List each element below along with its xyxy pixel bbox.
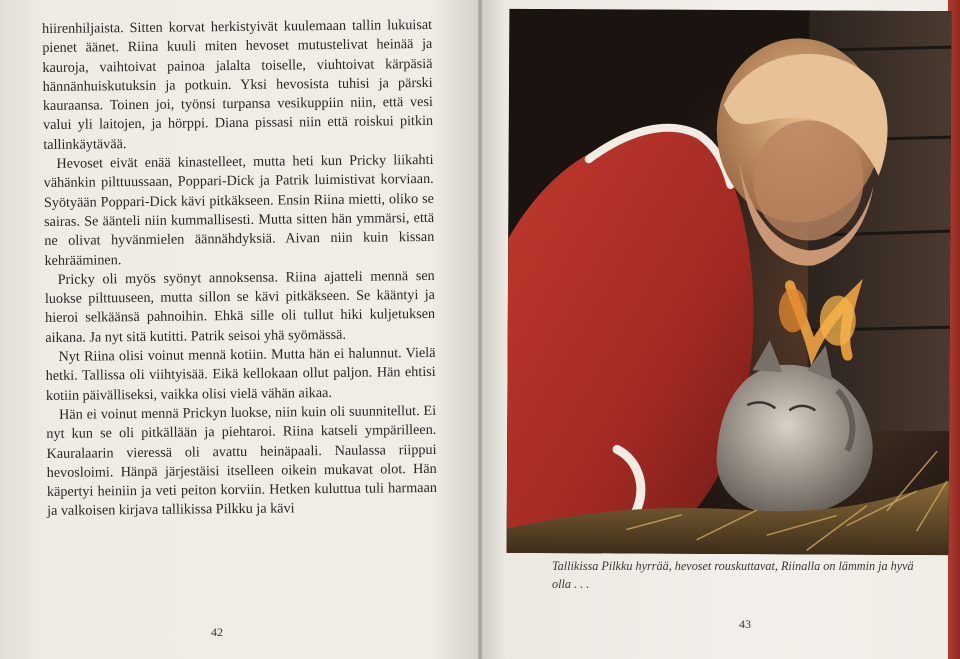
left-page [0, 0, 478, 659]
photo-caption: Tallikissa Pilkku hyrrää, hevoset rouskuttavat, Riinalla on lämmin ja hyvä olla . . . [552, 559, 914, 591]
page-number-left: 42 [211, 625, 223, 639]
paragraph: hiirenhiljaista. Sitten korvat herkistyivät kuulemaan tallin lukuisat pienet äänet. Riina kuuli miten hevoset mutustelivat heinää ja kauroja, vaihtoivat painoa jalalta toiselle, viuhtoivat kärpäsiä hännänhuiskutuksin ja potkuin. Yksi hevosista tuhisi ja pärski kauraansa. Toinen joi, työnsi turpansa vesikuppiin niin, että vesi valui yli laitojen, ja hörppi. Diana pissasi niin että roiskui pitkin tallinkäytävää. [42, 16, 434, 153]
paragraph: Hän ei voinut mennä Prickyn luokse, niin kuin oli suunnitellut. Ei nyt kun se oli pitkällään ja piehtaroi. Riina katseli ympärilleen. Kauralaarin vieressä oli avattu heinäpaali. Naulassa riippui hevosloimi. Hänpä järjestäisi itselleen oikein mukavat olot. Hän käpertyi heiniin ja veti peiton korviin. Hetken kuluttua tuli harmaan ja valkoisen kirjava tallikissa Pilkku ja kävi [46, 402, 438, 520]
page-number-right: 43 [739, 617, 751, 631]
paragraph: Pricky oli myös syönyt annoksensa. Riina ajatteli mennä sen luokse pilttuuseen, mutta sillon se kävi pitkäkseen. Se kääntyi ja hieroi selkäänsä pahnoihin. Ehkä sille oli tullut hiki kuljetuksen aikana. Ja nyt sitä kutitti. Patrik seisoi yhä syömässä. [44, 267, 436, 346]
paragraph: Nyt Riina olisi voinut mennä kotiin. Mutta hän ei halunnut. Vielä hetki. Tallissa oli viihtyisää. Eikä kellokaan ollut paljon. Hän ehtisi kotiin päivälliseksi, vaikka olisi vielä vähän aikaa. [45, 344, 436, 404]
photo-child-and-cat [507, 9, 952, 555]
body-text [42, 16, 437, 522]
paragraph: Hevoset eivät enää kinastelleet, mutta heti kun Pricky liikahti vähänkin pilttuussaan, Poppari-Dick ja Patrik luimistivat korviaan. Syötyään Poppari-Dick kävi pitkäkseen. Ensin Riina mietti, oliko se sairas. Se äänteli niin kummallisesti. Mutta sitten hän ymmärsi, että ne olivat hyvänmielen äännähdyksiä. Aivan niin kuin kissan kehrääminen. [43, 151, 435, 269]
photo-illustration [507, 9, 952, 555]
